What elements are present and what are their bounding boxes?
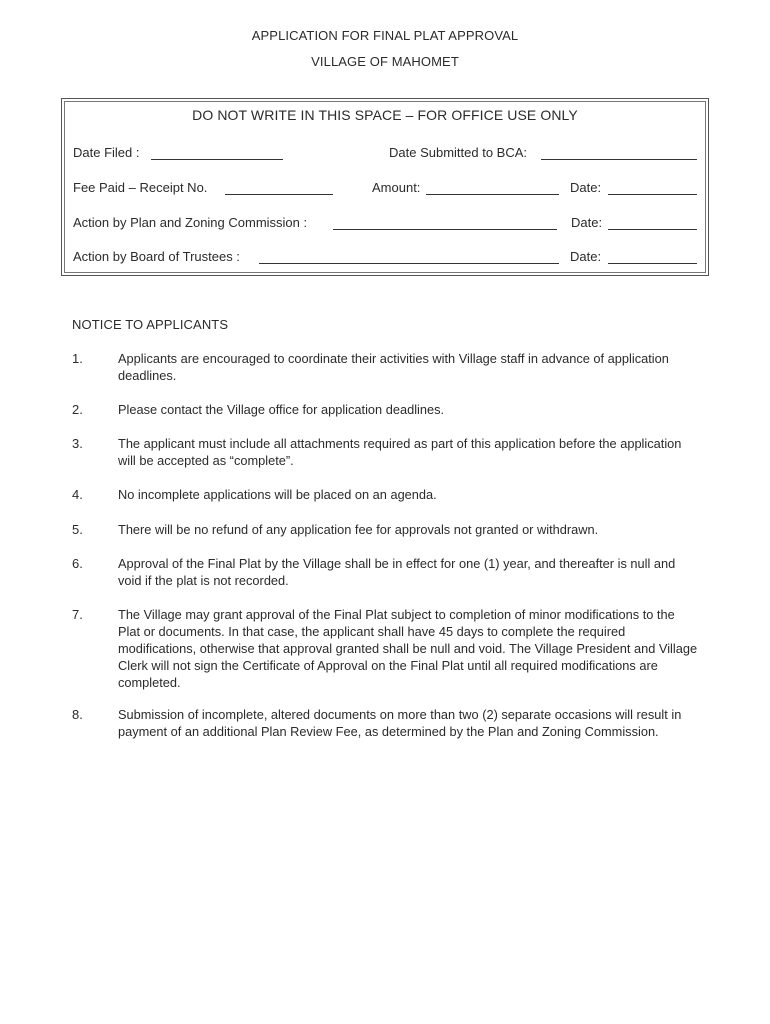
item-text: The Village may grant approval of the Final Plat subject to completion of minor modifications to the Plat or documents. In that case, the applicant shall have 45 days to complete the required modifications, otherwise that approval granted shall be null and void. The Village President and Village Clerk will not sign the Certificate of Approval on the Final Plat until all required modifications are completed. [118, 607, 698, 690]
receipt-no-field[interactable] [225, 194, 333, 195]
fee-date-label: Date: [570, 180, 602, 195]
fee-paid-label: Fee Paid – Receipt No. [73, 180, 208, 195]
item-text: Approval of the Final Plat by the Village shall be in effect for one (1) year, and thereafter is null and void if the plat is not recorded. [118, 556, 676, 588]
date-submitted-field[interactable] [541, 159, 697, 160]
item-text: Please contact the Village office for application deadlines. [118, 402, 445, 417]
item-number: 1. [72, 351, 83, 366]
plan-zoning-date-label: Date: [571, 215, 603, 230]
plan-zoning-label: Action by Plan and Zoning Commission : [73, 215, 308, 230]
trustees-label: Action by Board of Trustees : [73, 249, 240, 264]
trustees-field[interactable] [259, 263, 559, 264]
item-number: 2. [72, 402, 83, 417]
date-filed-field[interactable] [151, 159, 283, 160]
item-text: The applicant must include all attachments required as part of this application before the application will be accepted as “complete”. [118, 436, 682, 468]
amount-label: Amount: [372, 180, 421, 195]
plan-zoning-date-field[interactable] [608, 229, 697, 230]
document-subtitle: VILLAGE OF MAHOMET [311, 54, 459, 69]
item-number: 6. [72, 556, 83, 571]
item-text: Submission of incomplete, altered documents on more than two (2) separate occasions will result in payment of an additional Plan Review Fee, as determined by the Plan and Zoning Commission. [118, 707, 682, 739]
item-number: 4. [72, 487, 83, 502]
fee-date-field[interactable] [608, 194, 697, 195]
item-text: There will be no refund of any application fee for approvals not granted or withdrawn. [118, 522, 599, 537]
item-number: 8. [72, 707, 83, 722]
item-number: 5. [72, 522, 83, 537]
item-text: Applicants are encouraged to coordinate their activities with Village staff in advance of application deadlines. [118, 351, 669, 383]
date-submitted-label: Date Submitted to BCA: [389, 145, 528, 160]
trustees-date-label: Date: [570, 249, 602, 264]
document-title: APPLICATION FOR FINAL PLAT APPROVAL [251, 28, 519, 43]
date-filed-label: Date Filed : [73, 145, 140, 160]
plan-zoning-field[interactable] [333, 229, 557, 230]
notice-heading: NOTICE TO APPLICANTS [72, 317, 229, 332]
office-use-heading: DO NOT WRITE IN THIS SPACE – FOR OFFICE USE ONLY [192, 107, 578, 123]
item-number: 3. [72, 436, 83, 451]
amount-field[interactable] [426, 194, 559, 195]
trustees-date-field[interactable] [608, 263, 697, 264]
item-number: 7. [72, 607, 83, 622]
item-text: No incomplete applications will be placed on an agenda. [118, 487, 437, 502]
